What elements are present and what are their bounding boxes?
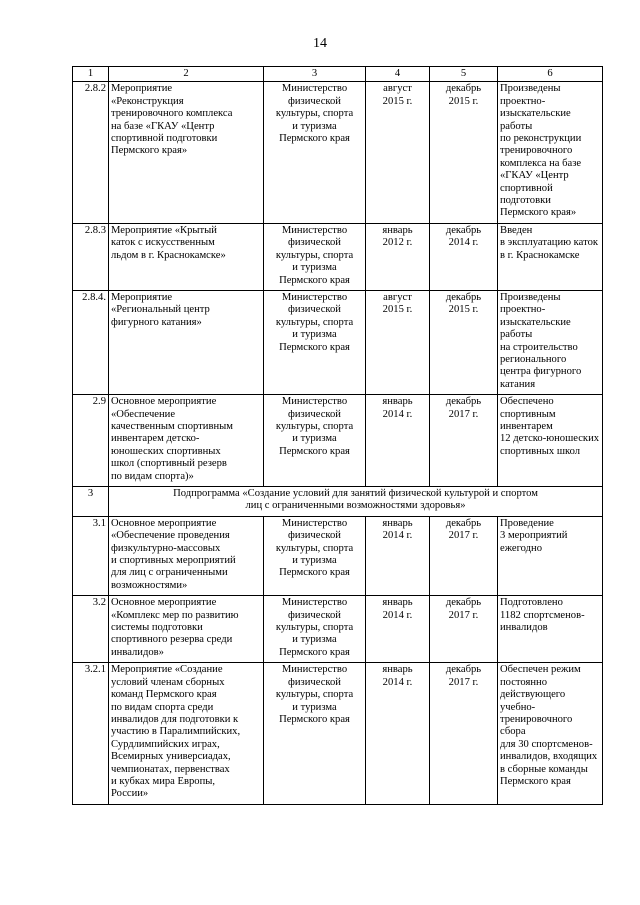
item-executor-line: культуры, спорта xyxy=(275,108,354,120)
item-end-date-line: декабрь xyxy=(445,396,482,408)
item-name-line: инвалидов» xyxy=(111,646,164,658)
item-name-line: Мероприятие xyxy=(111,83,173,95)
item-name-line: для лиц с ограниченными xyxy=(111,567,228,579)
item-name-line: Мероприятие «Создание xyxy=(111,664,223,676)
item-result-line: комплекса на базе xyxy=(500,157,582,169)
item-number: 2.8.4. xyxy=(73,290,109,394)
item-name-line: Основное мероприятие xyxy=(111,396,217,408)
item-start-date-line: 2014 г. xyxy=(382,676,413,688)
item-result xyxy=(498,663,603,804)
item-number: 2.8.2 xyxy=(73,82,109,223)
item-name-line: на базе «ГКАУ «Центр xyxy=(111,120,215,132)
item-result-line: в эксплуатацию каток xyxy=(500,237,599,249)
item-end-date xyxy=(430,663,498,804)
item-executor xyxy=(264,82,366,223)
item-result xyxy=(498,395,603,487)
item-result-line: проектно- xyxy=(500,304,546,316)
item-result-line: Проведение xyxy=(500,517,554,529)
item-result-line: тренировочного xyxy=(500,145,573,157)
item-end-date-line: 2015 г. xyxy=(448,95,479,107)
item-name-line: по видам спорта)» xyxy=(111,470,194,482)
item-executor xyxy=(264,290,366,394)
item-name-line: инвалидов для подготовки к xyxy=(111,713,239,725)
item-result-line: тренировочного xyxy=(500,713,573,725)
item-name xyxy=(109,516,264,595)
item-start-date xyxy=(366,223,430,290)
item-end-date-line: декабрь xyxy=(445,83,482,95)
item-executor-line: культуры, спорта xyxy=(275,249,354,261)
item-result-line: 3 мероприятий xyxy=(500,530,568,542)
item-result xyxy=(498,596,603,663)
item-start-date xyxy=(366,82,430,223)
item-name-line: системы подготовки xyxy=(111,622,203,634)
item-name-line: физкультурно-массовых xyxy=(111,542,221,554)
item-executor xyxy=(264,395,366,487)
item-executor-line: Министерство xyxy=(281,396,348,408)
item-result-line: 12 детско-юношеских xyxy=(500,433,600,445)
item-result-line: Пермского края xyxy=(500,775,571,787)
item-result-line: работы xyxy=(500,120,533,132)
item-result-line: работы xyxy=(500,329,533,341)
item-result-line: учебно- xyxy=(500,701,536,713)
item-start-date-line: август xyxy=(383,83,412,95)
item-result-line: изыскательские xyxy=(500,108,571,120)
item-name-line: «Обеспечение проведения xyxy=(111,530,230,542)
item-name-line: спортивного резерва среди xyxy=(111,634,233,646)
item-result-line: постоянно xyxy=(500,676,548,688)
item-executor-line: культуры, спорта xyxy=(275,622,354,634)
subprogram-title-line: лиц с ограниченными возможностями здоровья» xyxy=(245,500,466,512)
item-name-line: Мероприятие xyxy=(111,291,173,303)
item-executor-line: физической xyxy=(288,304,341,316)
item-executor-line: физической xyxy=(288,609,341,621)
item-result-line: в г. Краснокамске xyxy=(500,249,580,261)
item-executor-line: Пермского края xyxy=(279,274,350,286)
item-executor-line: и туризма xyxy=(292,555,337,567)
page-number: 14 xyxy=(313,36,327,51)
item-name-line: Сурдлимпийских играх, xyxy=(111,738,220,750)
item-end-date-line: декабрь xyxy=(445,664,482,676)
item-start-date xyxy=(366,663,430,804)
item-executor-line: и туризма xyxy=(292,433,337,445)
item-start-date xyxy=(366,395,430,487)
table-row xyxy=(73,82,603,223)
item-executor-line: Министерство xyxy=(281,664,348,676)
item-result-line: Произведены xyxy=(500,291,561,303)
item-executor-line: физической xyxy=(288,676,341,688)
item-executor xyxy=(264,663,366,804)
item-result-line: «ГКАУ «Центр xyxy=(500,170,569,182)
item-end-date xyxy=(430,82,498,223)
item-end-date-line: декабрь xyxy=(445,291,482,303)
item-end-date-line: 2015 г. xyxy=(448,304,479,316)
item-executor-line: культуры, спорта xyxy=(275,542,354,554)
item-end-date xyxy=(430,223,498,290)
item-name xyxy=(109,395,264,487)
subprogram-row xyxy=(73,487,603,517)
item-result-line: ежегодно xyxy=(500,542,543,554)
item-start-date-line: 2015 г. xyxy=(382,95,413,107)
item-result-line: изыскательские xyxy=(500,316,571,328)
item-name-line: Пермского края» xyxy=(111,145,188,157)
item-executor xyxy=(264,596,366,663)
item-executor-line: физической xyxy=(288,530,341,542)
item-name xyxy=(109,663,264,804)
item-name-line: Основное мероприятие xyxy=(111,517,217,529)
item-result-line: Произведены xyxy=(500,83,561,95)
item-result xyxy=(498,516,603,595)
item-start-date-line: январь xyxy=(382,517,413,529)
item-result-line: катания xyxy=(500,378,536,390)
item-executor-line: Министерство xyxy=(281,597,348,609)
item-start-date-line: август xyxy=(383,291,412,303)
item-name-line: чемпионатах, первенствах xyxy=(111,763,230,775)
item-number: 2.8.3 xyxy=(73,223,109,290)
item-name-line: команд Пермского края xyxy=(111,689,217,701)
item-name-line: инвентарем детско- xyxy=(111,433,200,445)
item-result-line: для 30 спортсменов- xyxy=(500,738,593,750)
item-name-line: «Обеспечение xyxy=(111,408,176,420)
item-name-line: каток с искусственным xyxy=(111,237,215,249)
item-executor-line: и туризма xyxy=(292,329,337,341)
item-start-date-line: январь xyxy=(382,396,413,408)
item-end-date xyxy=(430,290,498,394)
item-executor-line: Министерство xyxy=(281,291,348,303)
item-name-line: «Реконструкция xyxy=(111,95,184,107)
item-start-date xyxy=(366,596,430,663)
item-end-date xyxy=(430,516,498,595)
item-name xyxy=(109,290,264,394)
item-result-line: в сборные команды xyxy=(500,763,588,775)
item-name-line: по видам спорта среди xyxy=(111,701,214,713)
item-name-line: школ (спортивный резерв xyxy=(111,458,227,470)
item-name-line: участию в Паралимпийских, xyxy=(111,726,241,738)
table-row xyxy=(73,663,603,804)
item-executor-line: и туризма xyxy=(292,120,337,132)
item-executor-line: и туризма xyxy=(292,262,337,274)
item-name-line: возможностями» xyxy=(111,579,188,591)
item-executor-line: Пермского края xyxy=(279,567,350,579)
item-start-date-line: январь xyxy=(382,664,413,676)
item-result-line: подготовки xyxy=(500,195,551,207)
activities-table-body xyxy=(73,67,603,805)
column-number-3: 3 xyxy=(264,67,366,82)
item-name xyxy=(109,82,264,223)
item-end-date-line: декабрь xyxy=(445,597,482,609)
item-result-line: инвентарем xyxy=(500,420,553,432)
item-name-line: Мероприятие «Крытый xyxy=(111,224,217,236)
item-end-date-line: 2017 г. xyxy=(448,530,479,542)
item-name-line: Основное мероприятие xyxy=(111,597,217,609)
item-executor xyxy=(264,516,366,595)
item-name-line: качественным спортивным xyxy=(111,420,233,432)
subprogram-number: 3 xyxy=(73,487,109,517)
item-result-line: действующего xyxy=(500,689,566,701)
table-row xyxy=(73,223,603,290)
item-result-line: спортивным xyxy=(500,408,556,420)
item-start-date xyxy=(366,516,430,595)
column-number-6: 6 xyxy=(498,67,603,82)
item-executor-line: Министерство xyxy=(281,517,348,529)
item-name xyxy=(109,223,264,290)
item-name-line: и кубках мира Европы, xyxy=(111,775,216,787)
item-end-date xyxy=(430,395,498,487)
item-result-line: центра фигурного xyxy=(500,366,582,378)
item-executor-line: и туризма xyxy=(292,634,337,646)
item-end-date-line: 2014 г. xyxy=(448,237,479,249)
item-executor xyxy=(264,223,366,290)
item-result-line: по реконструкции xyxy=(500,133,582,145)
item-name-line: юношеских спортивных xyxy=(111,445,221,457)
table-row xyxy=(73,516,603,595)
item-executor-line: Пермского края xyxy=(279,445,350,457)
item-number: 3.2 xyxy=(73,596,109,663)
table-row xyxy=(73,596,603,663)
item-result-line: спортивной xyxy=(500,182,553,194)
item-result-line: сбора xyxy=(500,726,526,738)
item-result-line: 1182 спортсменов- xyxy=(500,609,585,621)
subprogram-title xyxy=(109,487,603,517)
item-executor-line: физической xyxy=(288,95,341,107)
item-result-line: проектно- xyxy=(500,95,546,107)
item-result xyxy=(498,82,603,223)
item-end-date-line: 2017 г. xyxy=(448,609,479,621)
item-result-line: Подготовлено xyxy=(500,597,563,609)
item-start-date xyxy=(366,290,430,394)
item-executor-line: Пермского края xyxy=(279,133,350,145)
item-executor-line: культуры, спорта xyxy=(275,420,354,432)
activities-table xyxy=(72,66,603,805)
item-start-date-line: 2014 г. xyxy=(382,408,413,420)
item-name-line: условий членам сборных xyxy=(111,676,225,688)
item-result-line: Введен xyxy=(500,224,533,236)
item-result-line: спортивных школ xyxy=(500,445,581,457)
item-result xyxy=(498,223,603,290)
item-end-date-line: 2017 г. xyxy=(448,408,479,420)
item-result-line: на строительство xyxy=(500,341,578,353)
item-number: 2.9 xyxy=(73,395,109,487)
item-executor-line: Министерство xyxy=(281,224,348,236)
item-executor-line: культуры, спорта xyxy=(275,316,354,328)
item-start-date-line: 2012 г. xyxy=(382,237,413,249)
item-end-date-line: декабрь xyxy=(445,224,482,236)
table-row xyxy=(73,290,603,394)
item-start-date-line: 2014 г. xyxy=(382,609,413,621)
table-row xyxy=(73,395,603,487)
item-result-line: Обеспечен режим xyxy=(500,664,581,676)
item-result-line: инвалидов xyxy=(500,622,548,634)
item-executor-line: Пермского края xyxy=(279,341,350,353)
item-name-line: «Комплекс мер по развитию xyxy=(111,609,239,621)
item-name xyxy=(109,596,264,663)
item-start-date-line: 2015 г. xyxy=(382,304,413,316)
item-result-line: инвалидов, входящих xyxy=(500,751,598,763)
column-number-2: 2 xyxy=(109,67,264,82)
item-executor-line: Пермского края xyxy=(279,713,350,725)
item-executor-line: физической xyxy=(288,237,341,249)
item-end-date-line: 2017 г. xyxy=(448,676,479,688)
item-name-line: «Региональный центр xyxy=(111,304,210,316)
item-name-line: фигурного катания» xyxy=(111,316,202,328)
item-name-line: льдом в г. Краснокамске» xyxy=(111,249,226,261)
item-end-date-line: декабрь xyxy=(445,517,482,529)
item-result-line: Обеспечено xyxy=(500,396,554,408)
item-name-line: России» xyxy=(111,788,149,800)
item-executor-line: Министерство xyxy=(281,83,348,95)
item-executor-line: Пермского края xyxy=(279,646,350,658)
item-executor-line: физической xyxy=(288,408,341,420)
item-name-line: и спортивных мероприятий xyxy=(111,555,236,567)
item-executor-line: и туризма xyxy=(292,701,337,713)
item-start-date-line: январь xyxy=(382,224,413,236)
item-result-line: регионального xyxy=(500,353,567,365)
item-end-date xyxy=(430,596,498,663)
item-number: 3.2.1 xyxy=(73,663,109,804)
item-name-line: тренировочного комплекса xyxy=(111,108,233,120)
column-number-1: 1 xyxy=(73,67,109,82)
item-start-date-line: январь xyxy=(382,597,413,609)
column-number-4: 4 xyxy=(366,67,430,82)
item-number: 3.1 xyxy=(73,516,109,595)
item-name-line: спортивной подготовки xyxy=(111,133,218,145)
item-result-line: Пермского края» xyxy=(500,207,577,219)
subprogram-title-line: Подпрограмма «Создание условий для занятий физической культурой и спортом xyxy=(173,488,538,499)
column-number-row xyxy=(73,67,603,82)
item-name-line: Всемирных универсиадах, xyxy=(111,751,231,763)
item-result xyxy=(498,290,603,394)
item-executor-line: культуры, спорта xyxy=(275,689,354,701)
item-start-date-line: 2014 г. xyxy=(382,530,413,542)
column-number-5: 5 xyxy=(430,67,498,82)
